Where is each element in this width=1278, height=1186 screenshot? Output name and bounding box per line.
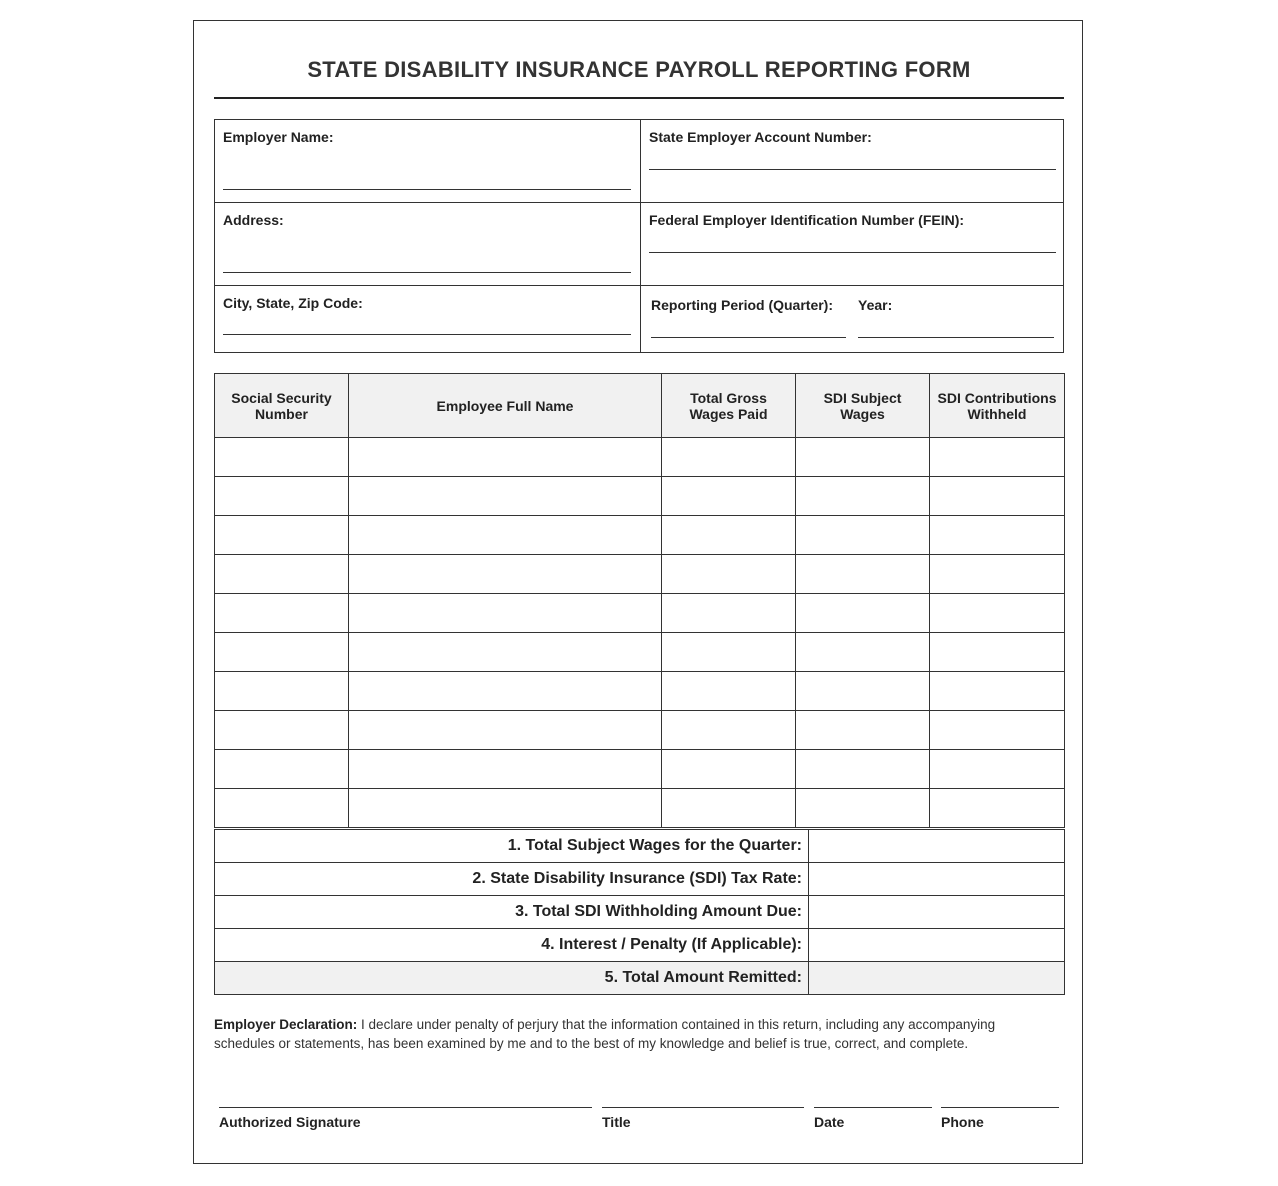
totals-row <box>215 929 1065 962</box>
sdi-contributions-cell[interactable] <box>930 477 1065 516</box>
employee-name-cell[interactable] <box>349 711 662 750</box>
totals-row <box>215 962 1065 995</box>
sdi-subject-wages-cell[interactable] <box>796 594 930 633</box>
sdi-contributions-cell[interactable] <box>930 438 1065 477</box>
gross-wages-cell[interactable] <box>662 516 796 555</box>
title-block <box>602 1107 804 1130</box>
totals-row <box>215 896 1065 929</box>
gross-wages-cell[interactable] <box>662 750 796 789</box>
employer-name-label: Employer Name: <box>223 129 334 145</box>
gross-wages-cell[interactable] <box>662 633 796 672</box>
phone-line[interactable] <box>941 1107 1059 1108</box>
ssn-cell[interactable] <box>215 555 349 594</box>
signature-label: Authorized Signature <box>219 1114 361 1130</box>
column-header-sdi-subject-wages: SDI Subject Wages <box>796 374 930 438</box>
title-line[interactable] <box>602 1107 804 1108</box>
address-cell <box>215 203 640 285</box>
sdi-contributions-cell[interactable] <box>930 516 1065 555</box>
gross-wages-cell[interactable] <box>662 477 796 516</box>
form-page <box>193 20 1083 1164</box>
ssn-cell[interactable] <box>215 711 349 750</box>
ssn-cell[interactable] <box>215 672 349 711</box>
phone-block <box>941 1107 1059 1130</box>
sdi-subject-wages-cell[interactable] <box>796 789 930 828</box>
address-field[interactable] <box>223 272 631 273</box>
employee-name-cell[interactable] <box>349 750 662 789</box>
table-row <box>215 711 1065 750</box>
sdi-contributions-cell[interactable] <box>930 789 1065 828</box>
signature-line[interactable] <box>219 1107 592 1108</box>
ssn-cell[interactable] <box>215 594 349 633</box>
sdi-withholding-due-field[interactable] <box>809 896 1065 929</box>
phone-label: Phone <box>941 1114 984 1130</box>
column-header-gross-wages: Total Gross Wages Paid <box>662 374 796 438</box>
employee-name-cell[interactable] <box>349 438 662 477</box>
employee-name-cell[interactable] <box>349 477 662 516</box>
ssn-cell[interactable] <box>215 789 349 828</box>
ssn-cell[interactable] <box>215 438 349 477</box>
city-state-zip-label: City, State, Zip Code: <box>223 295 363 311</box>
city-state-zip-field[interactable] <box>223 334 631 335</box>
declaration-label: Employer Declaration: <box>214 1017 358 1032</box>
year-field[interactable] <box>858 337 1054 338</box>
sdi-subject-wages-cell[interactable] <box>796 555 930 594</box>
sdi-tax-rate-field[interactable] <box>809 863 1065 896</box>
ssn-cell[interactable] <box>215 633 349 672</box>
sdi-tax-rate-label: 2. State Disability Insurance (SDI) Tax Rate: <box>215 863 809 896</box>
employee-name-cell[interactable] <box>349 516 662 555</box>
employer-name-field[interactable] <box>223 189 631 190</box>
employer-info-section <box>214 119 1064 353</box>
column-header-employee-name: Employee Full Name <box>349 374 662 438</box>
sdi-contributions-cell[interactable] <box>930 711 1065 750</box>
sdi-contributions-cell[interactable] <box>930 555 1065 594</box>
gross-wages-cell[interactable] <box>662 438 796 477</box>
fein-field[interactable] <box>649 252 1056 253</box>
table-row <box>215 672 1065 711</box>
interest-penalty-label: 4. Interest / Penalty (If Applicable): <box>215 929 809 962</box>
interest-penalty-field[interactable] <box>809 929 1065 962</box>
account-number-label: State Employer Account Number: <box>649 129 872 145</box>
ssn-cell[interactable] <box>215 477 349 516</box>
sdi-subject-wages-cell[interactable] <box>796 672 930 711</box>
table-row <box>215 555 1065 594</box>
address-label: Address: <box>223 212 284 228</box>
title-label: Title <box>602 1114 631 1130</box>
sdi-subject-wages-cell[interactable] <box>796 750 930 789</box>
title-divider <box>214 97 1064 99</box>
sdi-contributions-cell[interactable] <box>930 633 1065 672</box>
account-number-field[interactable] <box>649 169 1056 170</box>
reporting-period-cell <box>641 286 1063 352</box>
ssn-cell[interactable] <box>215 750 349 789</box>
employer-name-cell <box>215 120 640 202</box>
employee-name-cell[interactable] <box>349 672 662 711</box>
employee-name-cell[interactable] <box>349 633 662 672</box>
employer-declaration <box>214 1015 1054 1053</box>
fein-cell <box>641 203 1063 285</box>
total-remitted-label: 5. Total Amount Remitted: <box>215 962 809 995</box>
sdi-subject-wages-cell[interactable] <box>796 633 930 672</box>
table-row <box>215 789 1065 828</box>
column-header-sdi-contributions: SDI Contributions Withheld <box>930 374 1065 438</box>
sdi-subject-wages-cell[interactable] <box>796 438 930 477</box>
date-label: Date <box>814 1114 845 1130</box>
reporting-period-label: Reporting Period (Quarter): <box>651 297 834 313</box>
total-subject-wages-field[interactable] <box>809 830 1065 863</box>
table-row <box>215 438 1065 477</box>
fein-label: Federal Employer Identification Number (FEIN): <box>649 212 965 228</box>
sdi-contributions-cell[interactable] <box>930 750 1065 789</box>
totals-row <box>215 830 1065 863</box>
declaration-text: I declare under penalty of perjury that the information contained in this return, including any accompanying schedules or statements, has been examined by me and to the best of my knowledge and belief is true, correct, and complete. <box>214 1017 996 1051</box>
gross-wages-cell[interactable] <box>662 594 796 633</box>
sdi-contributions-cell[interactable] <box>930 672 1065 711</box>
gross-wages-cell[interactable] <box>662 789 796 828</box>
column-header-ssn: Social Security Number <box>215 374 349 438</box>
gross-wages-cell[interactable] <box>662 672 796 711</box>
sdi-subject-wages-cell[interactable] <box>796 711 930 750</box>
table-row <box>215 750 1065 789</box>
gross-wages-cell[interactable] <box>662 555 796 594</box>
totals-row <box>215 863 1065 896</box>
employee-wage-table <box>214 373 1065 828</box>
table-row <box>215 516 1065 555</box>
total-remitted-field[interactable] <box>809 962 1065 995</box>
signature-block <box>219 1107 592 1130</box>
sdi-subject-wages-cell[interactable] <box>796 477 930 516</box>
gross-wages-cell[interactable] <box>662 711 796 750</box>
employee-name-cell[interactable] <box>349 789 662 828</box>
total-subject-wages-label: 1. Total Subject Wages for the Quarter: <box>215 830 809 863</box>
account-number-cell <box>641 120 1063 202</box>
sdi-subject-wages-cell[interactable] <box>796 516 930 555</box>
date-block <box>814 1107 932 1130</box>
ssn-cell[interactable] <box>215 516 349 555</box>
table-row <box>215 594 1065 633</box>
city-state-zip-cell <box>215 286 640 352</box>
date-line[interactable] <box>814 1107 932 1108</box>
employee-name-cell[interactable] <box>349 594 662 633</box>
form-title: STATE DISABILITY INSURANCE PAYROLL REPORTING FORM <box>307 57 971 82</box>
table-header-row <box>215 374 1065 438</box>
totals-table <box>214 829 1065 995</box>
sdi-withholding-due-label: 3. Total SDI Withholding Amount Due: <box>215 896 809 929</box>
sdi-contributions-cell[interactable] <box>930 594 1065 633</box>
employee-name-cell[interactable] <box>349 555 662 594</box>
year-label: Year: <box>858 297 893 313</box>
table-row <box>215 477 1065 516</box>
reporting-period-field[interactable] <box>651 337 846 338</box>
table-row <box>215 633 1065 672</box>
